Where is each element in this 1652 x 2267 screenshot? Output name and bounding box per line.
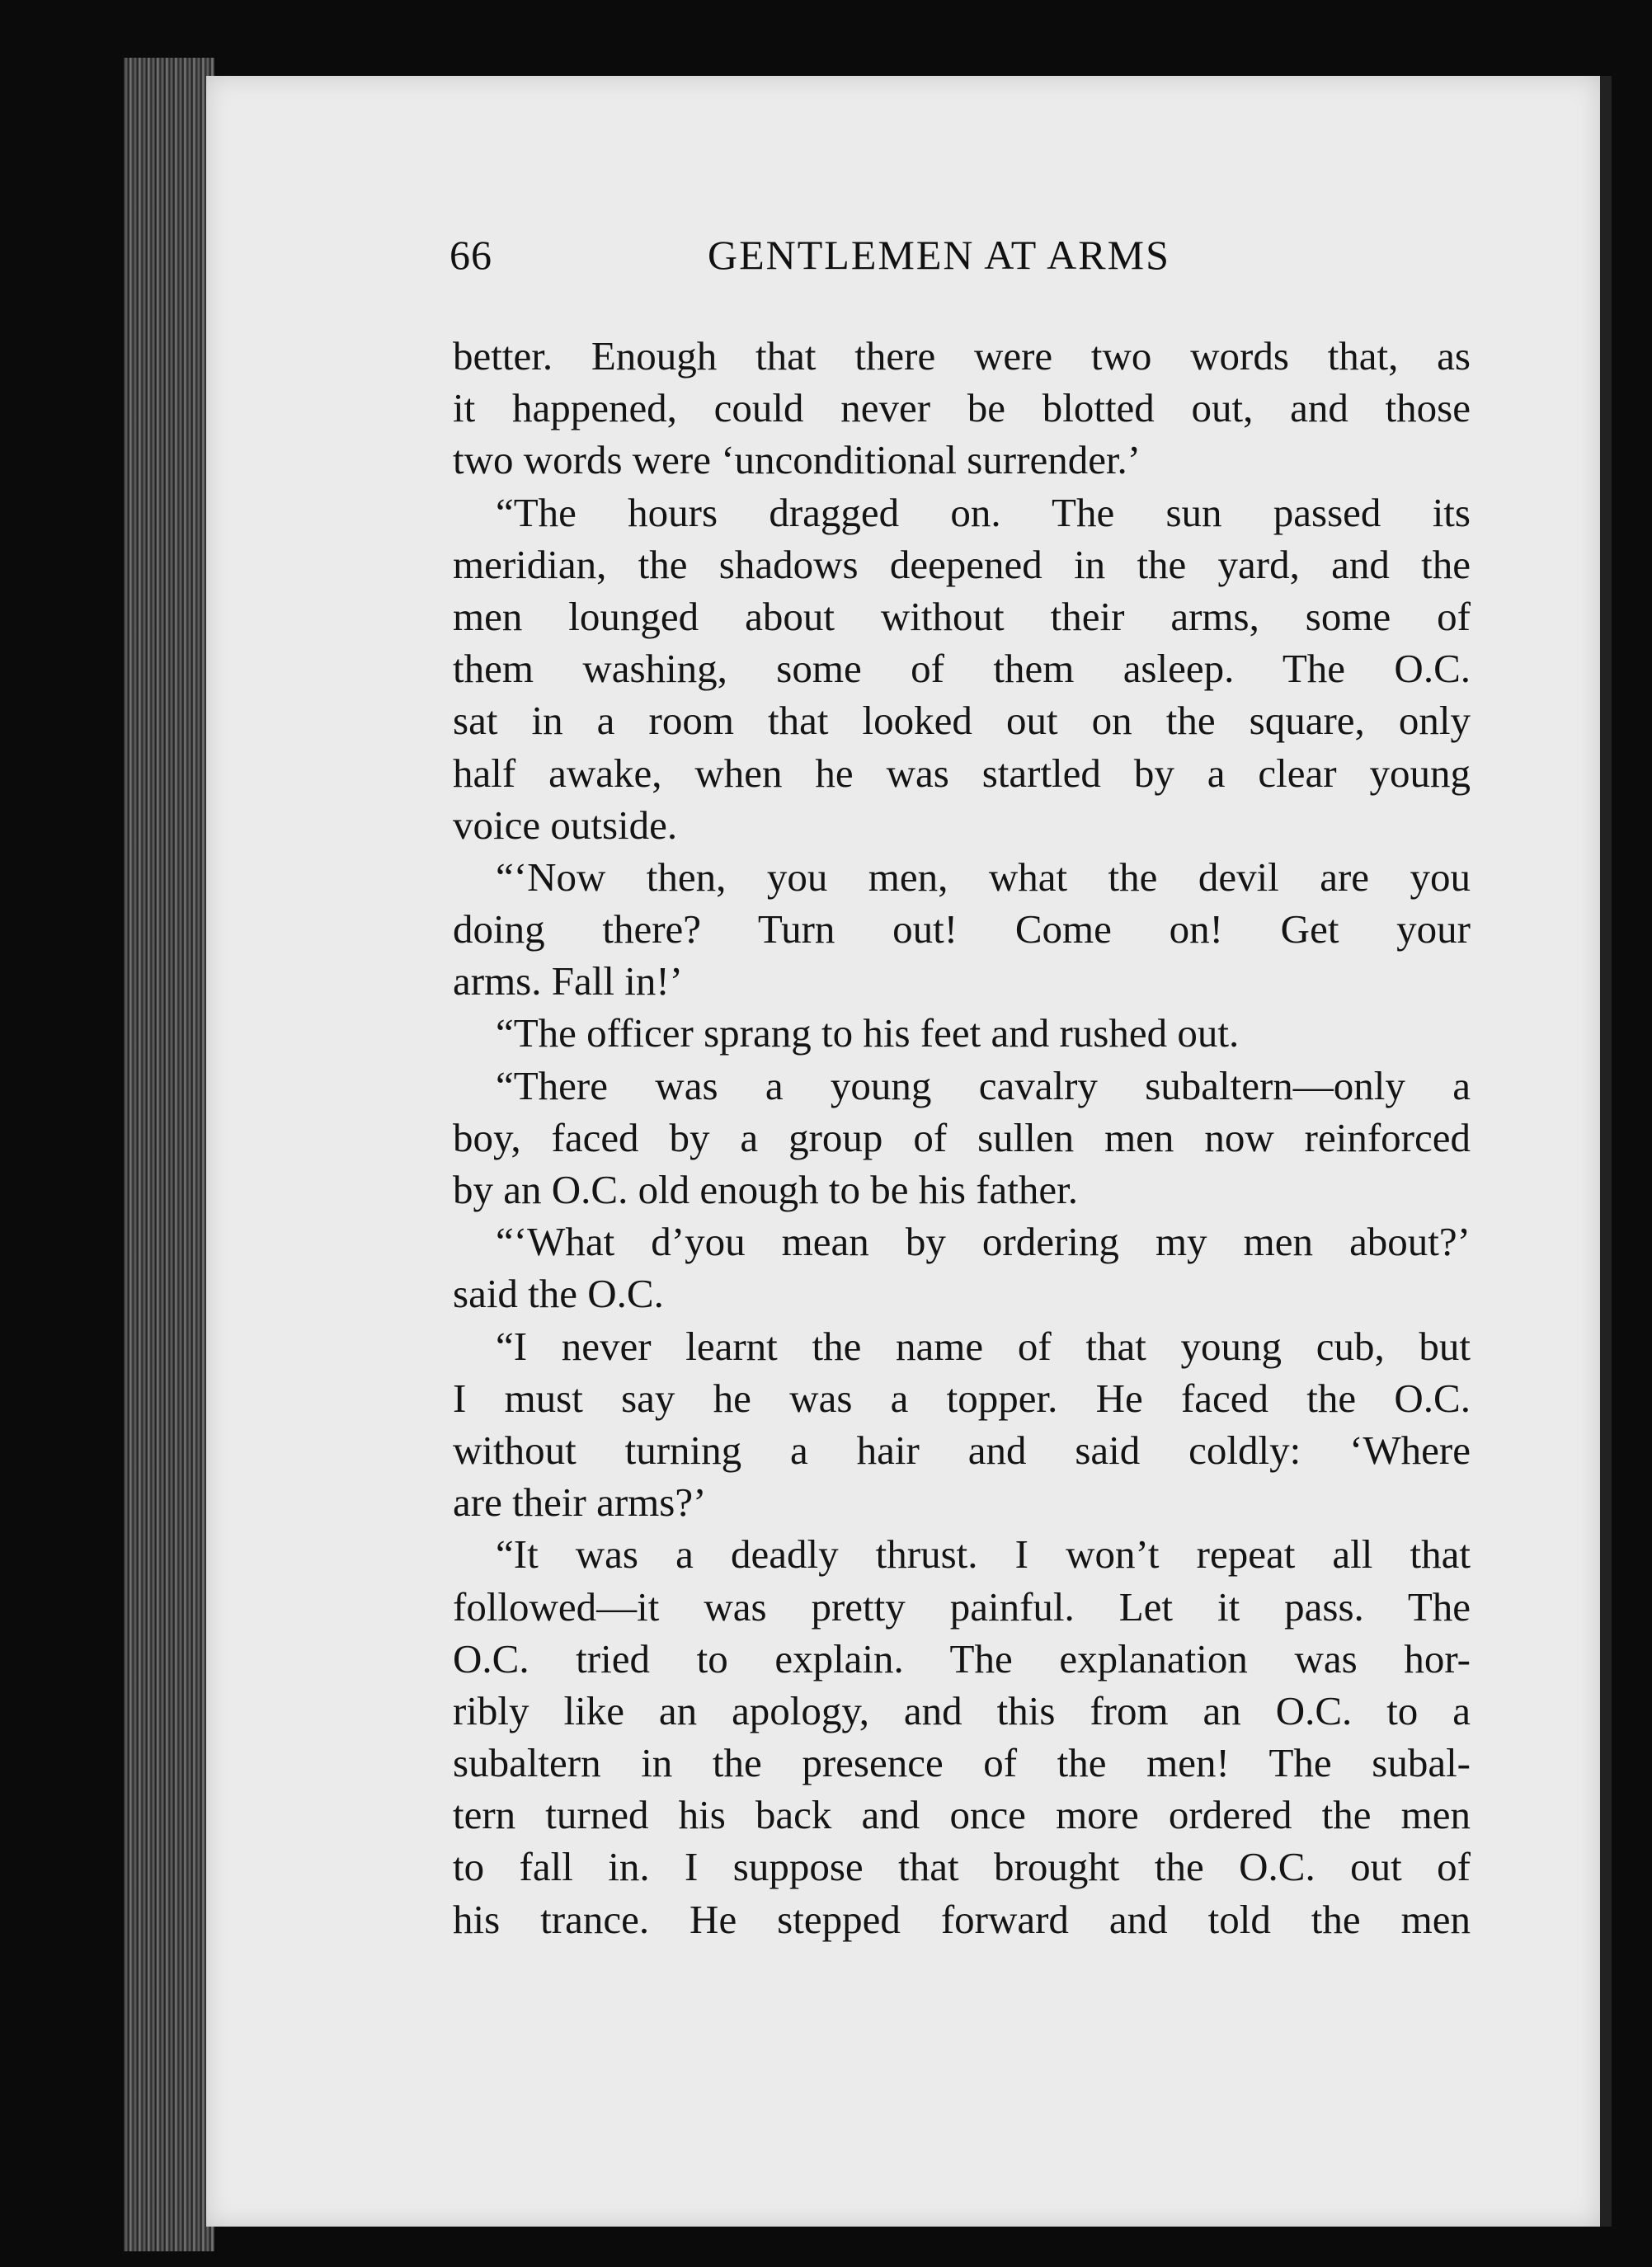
- running-head: [449, 231, 1472, 305]
- text-line: sat in a room that looked out on the square, only: [453, 698, 1471, 744]
- text-line: without turning a hair and said coldly: ‘Where: [453, 1427, 1471, 1473]
- text-line: his trance. He stepped forward and told the men: [453, 1896, 1471, 1942]
- text-line: said the O.C.: [453, 1271, 664, 1317]
- text-line: “The hours dragged on. The sun passed its: [496, 489, 1471, 535]
- text-line: it happened, could never be blotted out, and those: [453, 385, 1471, 431]
- text-line: tern turned his back and once more ordered the men: [453, 1792, 1471, 1838]
- text-line: arms. Fall in!’: [453, 958, 683, 1004]
- text-line: O.C. tried to explain. The explanation was hor-: [453, 1635, 1471, 1681]
- text-line: by an O.C. old enough to be his father.: [453, 1167, 1079, 1212]
- text-line: better. Enough that there were two words that, as: [453, 333, 1471, 379]
- text-line: are their arms?’: [453, 1479, 707, 1526]
- text-line: ribly like an apology, and this from an O.C. to a: [453, 1687, 1471, 1733]
- running-title: GENTLEMEN AT ARMS: [708, 232, 1170, 278]
- text-line: followed—it was pretty painful. Let it pass. The: [453, 1583, 1471, 1630]
- text-line: men lounged about without their arms, some of: [453, 593, 1471, 639]
- page-right-edge: [1600, 76, 1612, 2227]
- text-line: “‘What d’you mean by ordering my men about?’: [496, 1219, 1471, 1265]
- text-line: doing there? Turn out! Come on! Get your: [453, 906, 1471, 952]
- text-line: “There was a young cavalry subaltern—only a: [496, 1062, 1471, 1108]
- text-line: half awake, when he was startled by a clear young: [453, 750, 1471, 796]
- text-line: voice outside.: [453, 802, 678, 848]
- text-line: subaltern in the presence of the men! The subal-: [453, 1740, 1471, 1786]
- text-line: I must say he was a topper. He faced the O.C.: [453, 1375, 1471, 1421]
- page-number: 66: [449, 232, 492, 278]
- body-text: [453, 330, 1471, 1945]
- text-line: meridian, the shadows deepened in the yard, and the: [453, 541, 1471, 587]
- book-spine: [124, 58, 214, 2251]
- text-line: “The officer sprang to his feet and rushed out.: [496, 1010, 1240, 1056]
- text-line: “‘Now then, you men, what the devil are you: [496, 854, 1471, 900]
- text-line: them washing, some of them asleep. The O.C.: [453, 646, 1471, 692]
- text-line: “I never learnt the name of that young cub, but: [496, 1323, 1471, 1369]
- text-line: “It was a deadly thrust. I won’t repeat all that: [496, 1531, 1471, 1578]
- text-line: to fall in. I suppose that brought the O.C. out of: [453, 1844, 1471, 1890]
- text-line: boy, faced by a group of sullen men now reinforced: [453, 1114, 1471, 1160]
- text-line: two words were ‘unconditional surrender.’: [453, 437, 1141, 483]
